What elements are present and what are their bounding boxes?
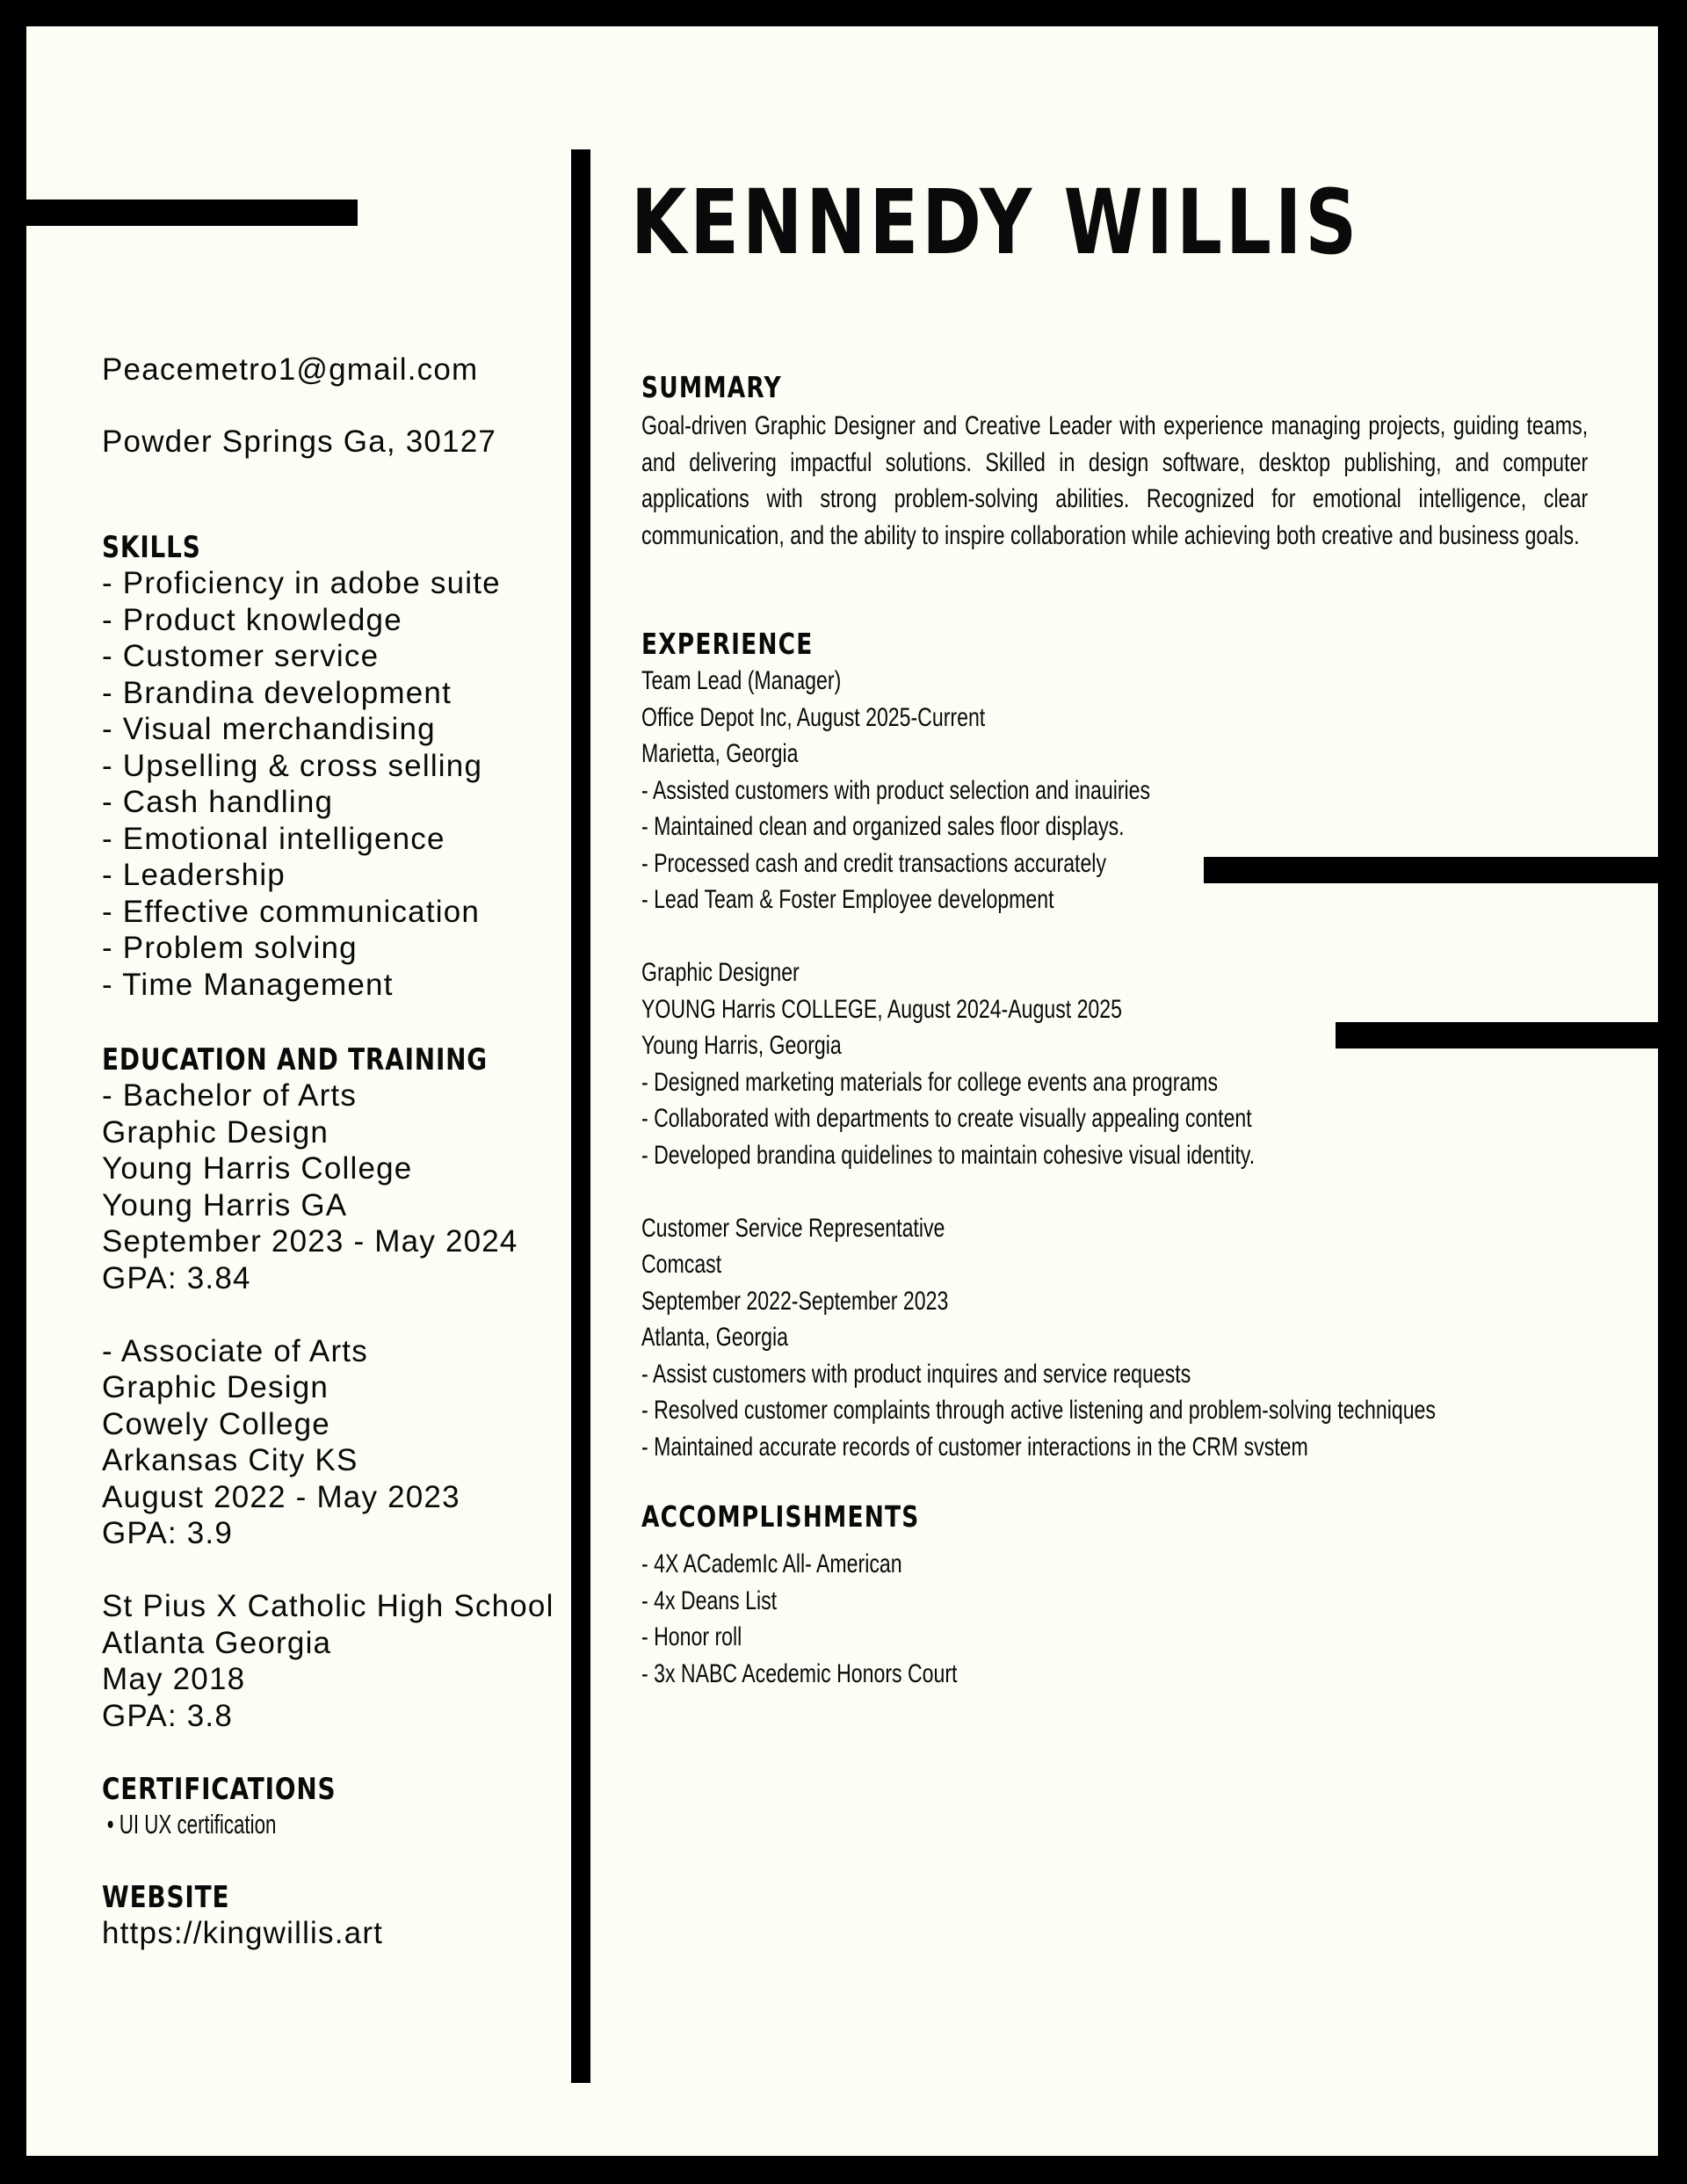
dates: September 2023 - May 2024 <box>102 1224 518 1259</box>
accomplishment-item: - 4x Deans List <box>641 1585 778 1615</box>
gpa: GPA: 3.9 <box>102 1516 234 1550</box>
job-location: Young Harris, Georgia <box>641 1031 842 1060</box>
employer: YOUNG Harris COLLEGE, August 2024-August 2025 <box>641 994 1122 1024</box>
job-duty: - Assist customers with product inquires and service requests <box>641 1359 1191 1389</box>
major: Graphic Design <box>102 1370 329 1404</box>
school-location: Arkansas City KS <box>102 1443 358 1477</box>
experience-heading: EXPERIENCE <box>641 627 814 661</box>
job-title: Customer Service Representative <box>641 1213 945 1243</box>
resume-page <box>26 26 1658 2156</box>
certifications-heading: CERTIFICATIONS <box>102 1772 337 1807</box>
candidate-name: KENNEDY WILLIS <box>631 171 1361 275</box>
website-section <box>102 1880 581 1952</box>
certification-item: • UI UX certification <box>106 1809 277 1839</box>
major: Graphic Design <box>102 1114 329 1150</box>
skill-item: - Emotional intelligence <box>102 821 445 856</box>
job-dates: September 2022-September 2023 <box>641 1286 949 1316</box>
left-column <box>102 325 581 1952</box>
school: Young Harris College <box>102 1151 413 1186</box>
skill-item: - Visual merchandising <box>102 712 436 746</box>
summary-section <box>641 369 1617 592</box>
job-entry-young-harris <box>641 954 1617 1173</box>
job-duty: - Processed cash and credit transactions accurately <box>641 848 1106 878</box>
job-entry-office-depot <box>641 663 1617 918</box>
right-column <box>641 369 1617 1692</box>
email-address: Peacemetro1@gmail.com <box>102 352 479 387</box>
accomplishment-item: - 4X ACademIc All- American <box>641 1549 902 1578</box>
skill-item: - Brandina development <box>102 675 453 710</box>
job-location: Atlanta, Georgia <box>641 1323 788 1352</box>
skill-item: - Upselling & cross selling <box>102 748 483 783</box>
skills-section <box>102 530 581 1003</box>
skill-item: - Problem solving <box>102 931 358 965</box>
accomplishment-item: - Honor roll <box>641 1622 742 1651</box>
job-duty: - Lead Team & Foster Employee development <box>641 885 1054 914</box>
job-duty: - Developed brandina quidelines to maintain cohesive visual identity. <box>641 1140 1256 1170</box>
job-location: Marietta, Georgia <box>641 739 799 768</box>
employer: Comcast <box>641 1250 722 1279</box>
job-duty: - Maintained clean and organized sales floor displays. <box>641 812 1125 841</box>
employer: Office Depot Inc, August 2025-Current <box>641 702 986 732</box>
gpa: GPA: 3.8 <box>102 1698 234 1733</box>
skill-item: - Cash handling <box>102 785 334 819</box>
summary-heading: SUMMARY <box>641 370 782 404</box>
skill-item: - Proficiency in adobe suite <box>102 566 501 600</box>
summary-text: Goal-driven Graphic Designer and Creative Leader with experience managing projects, guiding teams, and delivering impactful solutions. Skilled in design software, desktop publishing, and computer applications with strong problem-solving abilities. Recognized for emotional intelligence, clear communication, and the ability to inspire collaboration while achieving both creative and business goals. <box>641 411 1589 550</box>
skills-list <box>102 565 581 1003</box>
website-link[interactable]: https://kingwillis.art <box>102 1916 384 1950</box>
accomplishments-section <box>641 1498 1617 1692</box>
education-entry-high-school <box>102 1588 581 1734</box>
website-heading: WEBSITE <box>102 1880 230 1915</box>
job-duty: - Assisted customers with product selection and inauiries <box>641 775 1151 805</box>
dates: May 2018 <box>102 1662 246 1696</box>
degree: - Bachelor of Arts <box>102 1078 358 1113</box>
certifications-section <box>102 1772 581 1842</box>
job-title: Team Lead (Manager) <box>641 666 842 695</box>
job-duty: - Designed marketing materials for college events ana programs <box>641 1067 1219 1097</box>
degree: - Associate of Arts <box>102 1333 368 1368</box>
education-entry-bachelor <box>102 1077 581 1296</box>
accomplishments-list <box>641 1546 1617 1692</box>
skill-item: - Leadership <box>102 858 286 892</box>
decorative-bar-top-left <box>26 200 358 226</box>
mailing-address: Powder Springs Ga, 30127 <box>102 424 497 459</box>
education-heading: EDUCATION AND TRAINING <box>102 1042 488 1077</box>
school: St Pius X Catholic High School <box>102 1589 554 1623</box>
accomplishments-heading: ACCOMPLISHMENTS <box>641 1499 920 1534</box>
school-location: Atlanta Georgia <box>102 1625 332 1660</box>
skill-item: - Effective communication <box>102 894 481 929</box>
education-entry-associate <box>102 1333 581 1552</box>
skill-item: - Product knowledge <box>102 602 402 637</box>
job-duty: - Collaborated with departments to create visually appealing content <box>641 1104 1252 1133</box>
school: Cowely College <box>102 1406 330 1441</box>
school-location: Young Harris GA <box>102 1187 348 1223</box>
dates: August 2022 - May 2023 <box>102 1479 460 1514</box>
experience-section <box>641 626 1617 1465</box>
skill-item: - Customer service <box>102 639 380 673</box>
skill-item: - Time Management <box>102 967 394 1002</box>
accomplishment-item: - 3x NABC Acedemic Honors Court <box>641 1658 958 1688</box>
job-title: Graphic Designer <box>641 958 800 987</box>
job-entry-comcast <box>641 1210 1617 1466</box>
skills-heading: SKILLS <box>102 530 201 565</box>
education-section <box>102 1042 581 1734</box>
job-duty: - Maintained accurate records of customer interactions in the CRM svstem <box>641 1432 1308 1462</box>
job-duty: - Resolved customer complaints through active listening and problem-solving techniques <box>641 1396 1436 1425</box>
gpa: GPA: 3.84 <box>102 1260 251 1295</box>
